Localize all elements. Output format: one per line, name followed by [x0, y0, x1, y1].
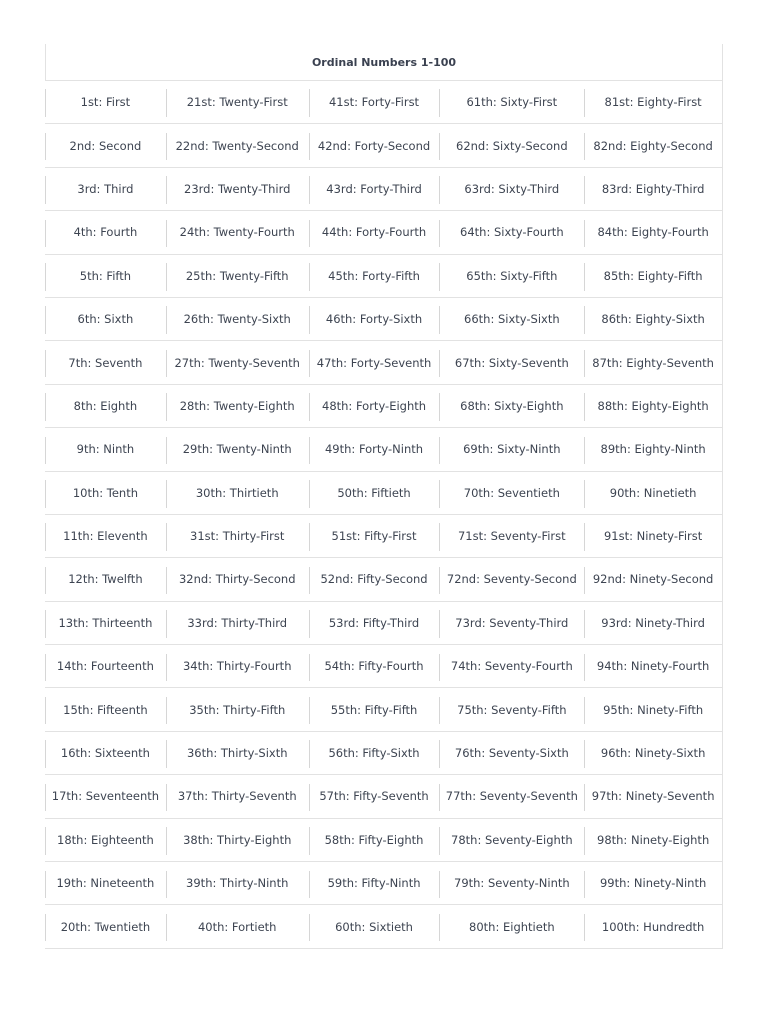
table-body [45, 81, 723, 949]
table-cell: 14th: Fourteenth [45, 645, 166, 687]
table-cell: 84th: Eighty-Fourth [584, 211, 722, 253]
table-cell: 93rd: Ninety-Third [584, 602, 722, 644]
table-cell: 92nd: Ninety-Second [584, 558, 722, 600]
table-cell: 44th: Forty-Fourth [309, 211, 440, 253]
table-cell: 45th: Forty-Fifth [309, 255, 440, 297]
table-row [45, 211, 723, 254]
table-row [45, 472, 723, 515]
table-cell: 81st: Eighty-First [584, 81, 722, 123]
table-row [45, 298, 723, 341]
table-cell: 75th: Seventy-Fifth [439, 688, 584, 730]
table-cell: 54th: Fifty-Fourth [309, 645, 440, 687]
table-row [45, 775, 723, 818]
table-row [45, 81, 723, 124]
table-row [45, 819, 723, 862]
ordinal-numbers-table [45, 44, 723, 949]
table-cell: 86th: Eighty-Sixth [584, 298, 722, 340]
table-cell: 18th: Eighteenth [45, 819, 166, 861]
table-cell: 73rd: Seventy-Third [439, 602, 584, 644]
table-row [45, 862, 723, 905]
table-cell: 5th: Fifth [45, 255, 166, 297]
table-cell: 88th: Eighty-Eighth [584, 385, 722, 427]
table-cell: 26th: Twenty-Sixth [166, 298, 309, 340]
table-cell: 48th: Forty-Eighth [309, 385, 440, 427]
table-cell: 51st: Fifty-First [309, 515, 440, 557]
table-cell: 28th: Twenty-Eighth [166, 385, 309, 427]
table-cell: 8th: Eighth [45, 385, 166, 427]
table-cell: 55th: Fifty-Fifth [309, 688, 440, 730]
table-cell: 91st: Ninety-First [584, 515, 722, 557]
table-row [45, 688, 723, 731]
table-cell: 66th: Sixty-Sixth [439, 298, 584, 340]
table-cell: 62nd: Sixty-Second [439, 124, 584, 166]
table-cell: 67th: Sixty-Seventh [439, 341, 584, 383]
table-cell: 97th: Ninety-Seventh [584, 775, 722, 817]
table-row [45, 645, 723, 688]
table-cell: 43rd: Forty-Third [309, 168, 440, 210]
table-cell: 24th: Twenty-Fourth [166, 211, 309, 253]
table-cell: 36th: Thirty-Sixth [166, 732, 309, 774]
table-cell: 71st: Seventy-First [439, 515, 584, 557]
table-cell: 30th: Thirtieth [166, 472, 309, 514]
table-cell: 32nd: Thirty-Second [166, 558, 309, 600]
table-cell: 83rd: Eighty-Third [584, 168, 722, 210]
table-row [45, 558, 723, 601]
table-cell: 52nd: Fifty-Second [309, 558, 440, 600]
table-cell: 69th: Sixty-Ninth [439, 428, 584, 470]
table-cell: 35th: Thirty-Fifth [166, 688, 309, 730]
table-cell: 61th: Sixty-First [439, 81, 584, 123]
table-cell: 29th: Twenty-Ninth [166, 428, 309, 470]
table-cell: 39th: Thirty-Ninth [166, 862, 309, 904]
table-row [45, 255, 723, 298]
table-cell: 58th: Fifty-Eighth [309, 819, 440, 861]
table-cell: 63rd: Sixty-Third [439, 168, 584, 210]
table-cell: 33rd: Thirty-Third [166, 602, 309, 644]
table-cell: 27th: Twenty-Seventh [166, 341, 309, 383]
table-cell: 57th: Fifty-Seventh [309, 775, 440, 817]
table-cell: 7th: Seventh [45, 341, 166, 383]
table-cell: 85th: Eighty-Fifth [584, 255, 722, 297]
table-cell: 38th: Thirty-Eighth [166, 819, 309, 861]
table-cell: 89th: Eighty-Ninth [584, 428, 722, 470]
table-cell: 95th: Ninety-Fifth [584, 688, 722, 730]
table-cell: 77th: Seventy-Seventh [439, 775, 584, 817]
table-cell: 19th: Nineteenth [45, 862, 166, 904]
table-cell: 10th: Tenth [45, 472, 166, 514]
table-cell: 46th: Forty-Sixth [309, 298, 440, 340]
table-cell: 76th: Seventy-Sixth [439, 732, 584, 774]
table-row [45, 428, 723, 471]
table-cell: 42nd: Forty-Second [309, 124, 440, 166]
table-cell: 90th: Ninetieth [584, 472, 722, 514]
table-cell: 50th: Fiftieth [309, 472, 440, 514]
table-row [45, 385, 723, 428]
table-cell: 100th: Hundredth [584, 905, 722, 947]
table-cell: 1st: First [45, 81, 166, 123]
table-cell: 16th: Sixteenth [45, 732, 166, 774]
table-cell: 70th: Seventieth [439, 472, 584, 514]
table-cell: 60th: Sixtieth [309, 905, 440, 947]
table-cell: 94th: Ninety-Fourth [584, 645, 722, 687]
table-cell: 79th: Seventy-Ninth [439, 862, 584, 904]
table-cell: 64th: Sixty-Fourth [439, 211, 584, 253]
table-cell: 56th: Fifty-Sixth [309, 732, 440, 774]
table-cell: 11th: Eleventh [45, 515, 166, 557]
table-cell: 59th: Fifty-Ninth [309, 862, 440, 904]
table-cell: 98th: Ninety-Eighth [584, 819, 722, 861]
table-cell: 87th: Eighty-Seventh [584, 341, 722, 383]
table-cell: 23rd: Twenty-Third [166, 168, 309, 210]
table-cell: 13th: Thirteenth [45, 602, 166, 644]
table-cell: 74th: Seventy-Fourth [439, 645, 584, 687]
table-cell: 6th: Sixth [45, 298, 166, 340]
table-row [45, 905, 723, 948]
table-cell: 49th: Forty-Ninth [309, 428, 440, 470]
table-cell: 65th: Sixty-Fifth [439, 255, 584, 297]
table-cell: 53rd: Fifty-Third [309, 602, 440, 644]
table-cell: 78th: Seventy-Eighth [439, 819, 584, 861]
table-row [45, 168, 723, 211]
table-cell: 99th: Ninety-Ninth [584, 862, 722, 904]
table-cell: 4th: Fourth [45, 211, 166, 253]
table-cell: 34th: Thirty-Fourth [166, 645, 309, 687]
table-row [45, 341, 723, 384]
table-cell: 80th: Eightieth [439, 905, 584, 947]
table-cell: 22nd: Twenty-Second [166, 124, 309, 166]
table-cell: 15th: Fifteenth [45, 688, 166, 730]
table-cell: 40th: Fortieth [166, 905, 309, 947]
table-row [45, 732, 723, 775]
table-cell: 37th: Thirty-Seventh [166, 775, 309, 817]
table-row [45, 515, 723, 558]
table-cell: 3rd: Third [45, 168, 166, 210]
table-cell: 21st: Twenty-First [166, 81, 309, 123]
table-cell: 2nd: Second [45, 124, 166, 166]
table-cell: 20th: Twentieth [45, 905, 166, 947]
table-cell: 47th: Forty-Seventh [309, 341, 440, 383]
table-cell: 9th: Ninth [45, 428, 166, 470]
table-row [45, 124, 723, 167]
table-cell: 96th: Ninety-Sixth [584, 732, 722, 774]
table-cell: 68th: Sixty-Eighth [439, 385, 584, 427]
table-title: Ordinal Numbers 1-100 [45, 44, 723, 81]
table-cell: 17th: Seventeenth [45, 775, 166, 817]
table-cell: 25th: Twenty-Fifth [166, 255, 309, 297]
table-cell: 41st: Forty-First [309, 81, 440, 123]
table-cell: 31st: Thirty-First [166, 515, 309, 557]
table-cell: 82nd: Eighty-Second [584, 124, 722, 166]
table-cell: 72nd: Seventy-Second [439, 558, 584, 600]
table-cell: 12th: Twelfth [45, 558, 166, 600]
table-row [45, 602, 723, 645]
